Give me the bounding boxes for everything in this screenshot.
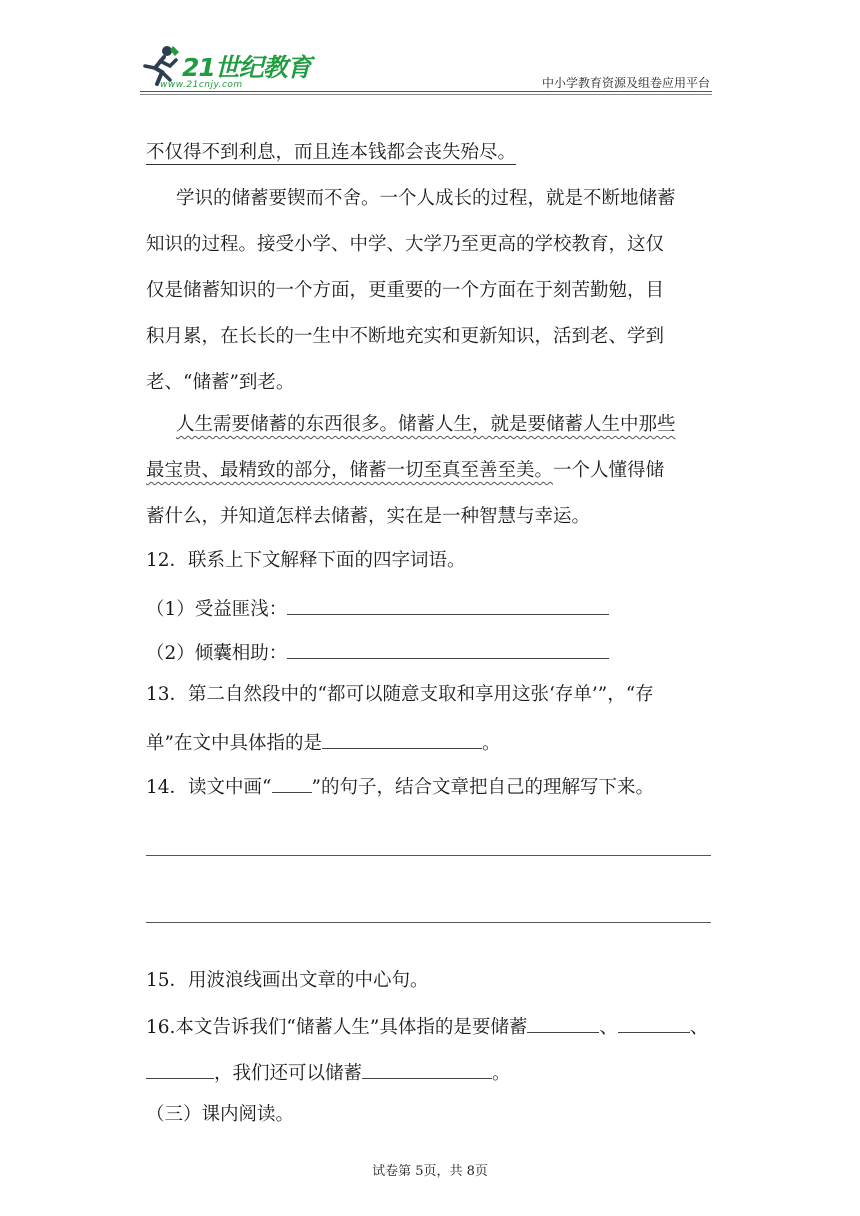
question-15: 15．用波浪线画出文章的中心句。 [146, 970, 429, 991]
header-divider-thin [140, 94, 712, 95]
passage-line: 积月累，在长长的一生中不断地充实和更新知识，活到老、学到 [146, 326, 665, 347]
answer-blank[interactable] [287, 638, 609, 659]
answer-blank[interactable] [322, 728, 482, 749]
passage-line: 老、“储蓄”到老。 [146, 372, 295, 393]
passage-line: 学识的储蓄要锲而不舍。一个人成长的过程，就是不断地储蓄 [176, 188, 676, 209]
question-label: （2）倾囊相助： [146, 643, 288, 664]
wavy-central-sentence: 人生需要储蓄的东西很多。储蓄人生，就是要储蓄人生中那些 [176, 414, 676, 435]
section-heading: （三）课内阅读。 [146, 1104, 295, 1125]
answer-blank[interactable] [362, 1058, 492, 1079]
wavy-central-sentence: 最宝贵、最精致的部分，储蓄一切至真至善至美。 [146, 460, 554, 481]
underline-sample [272, 772, 312, 793]
answer-blank[interactable] [618, 1012, 690, 1033]
underlined-sentence: 不仅得不到利息，而且连本钱都会丧失殆尽。 [146, 142, 517, 163]
question-text: 。 [481, 733, 501, 754]
question-16-cont [146, 1058, 511, 1087]
question-13: 13．第二自然段中的“都可以随意支取和享用这张‘存单’”，“存 [146, 684, 654, 705]
passage-text: 一个人懂得储 [553, 460, 665, 481]
passage-line [146, 458, 664, 484]
question-text: ，我们还可以储蓄 [214, 1063, 363, 1084]
question-14 [146, 772, 654, 801]
passage-line: 仅是储蓄知识的一个方面，更重要的一个方面在于刻苦勤勉，目 [146, 280, 665, 301]
question-label: （1）受益匪浅： [146, 599, 288, 620]
logo-title: 21世纪教育 [182, 53, 311, 82]
page-header [0, 0, 860, 96]
passage-line [146, 140, 516, 166]
question-16 [146, 1012, 708, 1041]
question-12: 12．联系上下文解释下面的四字词语。 [146, 550, 466, 571]
question-text: 。 [492, 1063, 511, 1084]
question-text: 16.本文告诉我们“储蓄人生”具体指的是要储蓄 [146, 1017, 528, 1038]
question-text: 、 [689, 1017, 709, 1038]
question-text: 、 [599, 1017, 618, 1038]
answer-line[interactable] [146, 855, 711, 856]
brand-logo [140, 44, 330, 94]
passage-line [176, 412, 676, 438]
platform-name: 中小学教育资源及组卷应用平台 [541, 76, 710, 90]
question-text: 单”在文中具体指的是 [146, 733, 322, 754]
answer-blank[interactable] [527, 1012, 599, 1033]
logo-url: www.21cnjy.com [160, 80, 243, 90]
answer-blank[interactable] [146, 1058, 214, 1079]
question-text: ”的句子，结合文章把自己的理解写下来。 [311, 777, 654, 798]
answer-blank[interactable] [287, 594, 609, 615]
answer-line[interactable] [146, 922, 711, 923]
question-12-2 [146, 638, 609, 667]
question-13-cont [146, 728, 500, 757]
question-12-1 [146, 594, 609, 623]
page-footer: 试卷第 5页，共 8页 [372, 1164, 488, 1179]
passage-line: 知识的过程。接受小学、中学、大学乃至更高的学校教育，这仅 [146, 234, 665, 255]
header-divider [140, 91, 712, 92]
passage-line: 蓄什么，并知道怎样去储蓄，实在是一种智慧与幸运。 [146, 506, 591, 527]
question-text: 14．读文中画“ [146, 777, 272, 798]
